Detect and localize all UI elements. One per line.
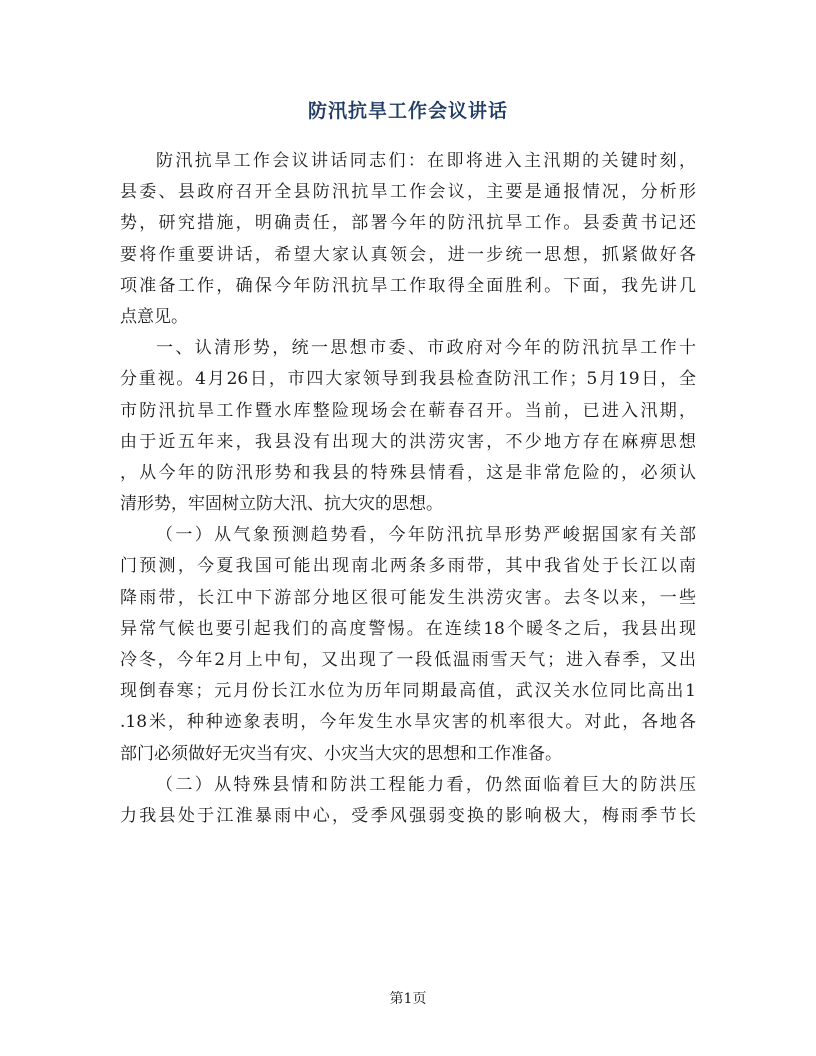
paragraph-line: 分重视。4月26日，市四大家领导到我县检查防汛工作；5月19日，全: [120, 369, 696, 390]
paragraph-line: .18米，种种迹象表明，今年发生水旱灾害的机率很大。对此，各地各: [120, 712, 696, 733]
paragraph-line: 点意见。: [120, 306, 188, 327]
paragraph-line: 市防汛抗旱工作暨水库整险现场会在蕲春召开。当前，已进入汛期，: [120, 400, 696, 421]
paragraph-line: 项准备工作，确保今年防汛抗旱工作取得全面胜利。下面，我先讲几: [120, 275, 696, 296]
paragraph-line: 部门必须做好无灾当有灾、小灾当大灾的思想和工作准备。: [120, 743, 562, 764]
paragraph-line: （一）从气象预测趋势看，今年防汛抗旱形势严峻据国家有关部: [156, 525, 696, 546]
paragraph-line: 防汛抗旱工作会议讲话同志们：在即将进入主汛期的关键时刻，: [156, 151, 696, 171]
document-title: 防汛抗旱工作会议讲话: [307, 100, 508, 122]
paragraph-line: 现倒春寒；元月份长江水位为历年同期最高值，武汉关水位同比高出1: [120, 681, 696, 702]
paragraph-line: 异常气候也要引起我们的高度警惕。在连续18个暖冬之后，我县出现: [120, 618, 696, 639]
paragraph-line: 门预测，今夏我国可能出现南北两条多雨带，其中我省处于长江以南: [120, 556, 696, 577]
paragraph-line: 要将作重要讲话，希望大家认真领会，进一步统一思想，抓紧做好各: [120, 244, 696, 265]
paragraph-line: 由于近五年来，我县没有出现大的洪涝灾害，不少地方存在麻痹思想: [120, 431, 696, 452]
paragraph-line: （二）从特殊县情和防洪工程能力看，仍然面临着巨大的防洪压: [156, 774, 696, 795]
paragraph-line: 力我县处于江淮暴雨中心，受季风强弱变换的影响极大，梅雨季节长: [120, 805, 696, 826]
document-body: [120, 146, 696, 832]
paragraph-line: ，从今年的防汛形势和我县的特殊县情看，这是非常危险的，必须认: [120, 462, 696, 483]
paragraph-line: 冷冬，今年2月上中旬，又出现了一段低温雨雪天气；进入春季，又出: [120, 650, 696, 670]
paragraph-line: 降雨带，长江中下游部分地区很可能发生洪涝灾害。去冬以来，一些: [120, 587, 696, 608]
paragraph-line: 县委、县政府召开全县防汛抗旱工作会议，主要是通报情况，分析形: [120, 182, 696, 203]
page-number: 第1页: [389, 991, 427, 1007]
paragraph-line: 一、认清形势，统一思想市委、市政府对今年的防汛抗旱工作十: [156, 338, 696, 359]
paragraph-line: 清形势，牢固树立防大汛、抗大灾的思想。: [120, 494, 443, 515]
paragraph-line: 势，研究措施，明确责任，部署今年的防汛抗旱工作。县委黄书记还: [120, 213, 696, 234]
